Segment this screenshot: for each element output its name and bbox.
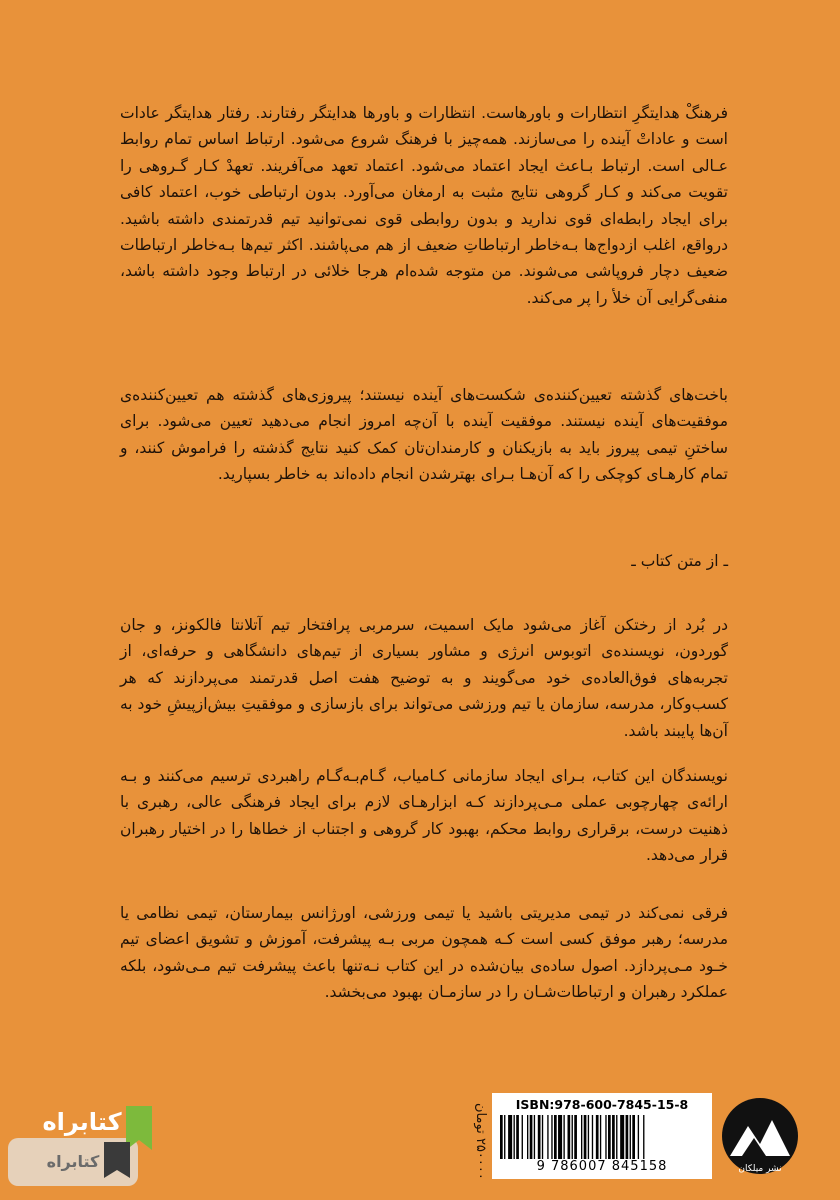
- logo-circle-icon: [722, 1098, 798, 1174]
- excerpt-paragraph-2: باخت‌های گذشته تعیین‌کننده‌ی شکست‌های آینده نیستند؛ پیروزی‌های گذشته هم تعیین‌کننده‌ی موفقیت‌های آینده نیستند. موفقیت آینده با آن‌چه امروز انجام می‌دهید تعیین می‌شود. برای ساختنِ تیمی پیروز باید به بازیکنان و کارمندان‌تان کمک کنید نتایج گذشته را فراموش کنند، و تمام کارهـای کوچکی را که آن‌هـا بـرای بهترشدن انجام داده‌اند به خاطر بسپارید.: [120, 386, 728, 484]
- barcode-number: 9 786007 845158: [536, 1159, 668, 1174]
- excerpt-paragraph-1: فرهنگْ هدایتگرِ انتظارات و باورهاست. انتظارات و باورها هدایتگر رفتارند. رفتار هدایتگر عادات است و عاداتْ آینده را می‌سازند. همه‌چیز با فرهنگ شروع می‌شود. ارتباط اساس تمام روابط عـالی است. ارتباط بـاعث ایجاد اعتماد می‌شود. اعتماد تعهد می‌آفریند. تعهدْ کـار گـروهی را تقویت می‌کند و کـار گروهی نتایج مثبت به ارمغان می‌آورد. بدون ارتباطی خوب، اعتماد کافی برای ایجاد رابطه‌ای قوی ندارید و بدون روابطی قوی نمی‌توانید تیم قدرتمندی داشته باشید. درواقع، اغلب ازدواج‌ها بـه‌خاطر ارتباطاتِ ضعیف از هم می‌پاشند. اکثر تیم‌ها بـه‌خاطر ارتباطات ضعیف دچار فروپاشی می‌شوند. من متوجه شده‌ام هرجا خلائی در ارتباط وجود داشته باشد، منفی‌گرایی آن خلأ را پر می‌کند.: [120, 104, 728, 307]
- description-paragraph-2: نویسندگان این کتاب، بـرای ایجاد سازمانی کـامیاب، گـام‌بـه‌گـام راهبردی ترسیم می‌کنند و بـه ارائه‌ی چهارچوبی عملی مـی‌پردازند کـه ابزارهـای لازم برای ایجاد فرهنگی عالی، رهبری با ذهنیت درست، برقراری روابط محکم، بهبود کار گروهی و اجتناب از خطاها را در اختیار رهبران قرار می‌دهد.: [120, 767, 728, 865]
- barcode-box: [492, 1093, 712, 1179]
- publisher-name: نشر میلکان: [738, 1164, 782, 1174]
- description-paragraph-1: در بُرد از رختکن آغاز می‌شود مایک اسمیت، سرمربی پرافتخار تیم آتلانتا فالکونز، و جان گوردون، نویسنده‌ی اتوبوس انرژی و مشاور بسیاری از تیم‌های دانشگاهی و حرفه‌ای، از تجربه‌های فوق‌العاده‌ی خود می‌گویند و به توضیح هفت اصل قدرتمند می‌پردازند که هر کسب‌وکار، مدرسه، سازمان یا تیم ورزشی می‌تواند برای بازسازی و موفقیتِ بیش‌ازپیشِ خود به آن‌ها پایبند باشد.: [120, 616, 728, 740]
- isbn-text: ISBN:978-600-7845-15-8: [515, 1097, 689, 1112]
- watermark-text-top: کتابراه: [42, 1108, 122, 1136]
- price-label: ۲۵۰۰۰۰ تومان: [473, 1103, 488, 1180]
- excerpt-attribution: ـ از متن کتاب ـ: [631, 552, 728, 570]
- barcode-bars: [498, 1115, 706, 1159]
- watermark-text-bottom: کتابراه: [46, 1152, 100, 1171]
- description-paragraph-3: فرقی نمی‌کند در تیمی مدیریتی باشید یا تیمی ورزشی، اورژانس بیمارستان، تیمی نظامی یا مدرسه؛ رهبر موفق کسی است کـه همچون مربی بـه پیشرفت، آموزش و تشویق اعضای تیم خـود مـی‌پردازد. اصول ساده‌ی بیان‌شده در این کتاب نـه‌تنها باعث پیشرفت تیم مـی‌شود، بلکه عملکرد رهبران و ارتباطات‌شـان را در سازمـان بهبود می‌بخشد.: [120, 904, 728, 1002]
